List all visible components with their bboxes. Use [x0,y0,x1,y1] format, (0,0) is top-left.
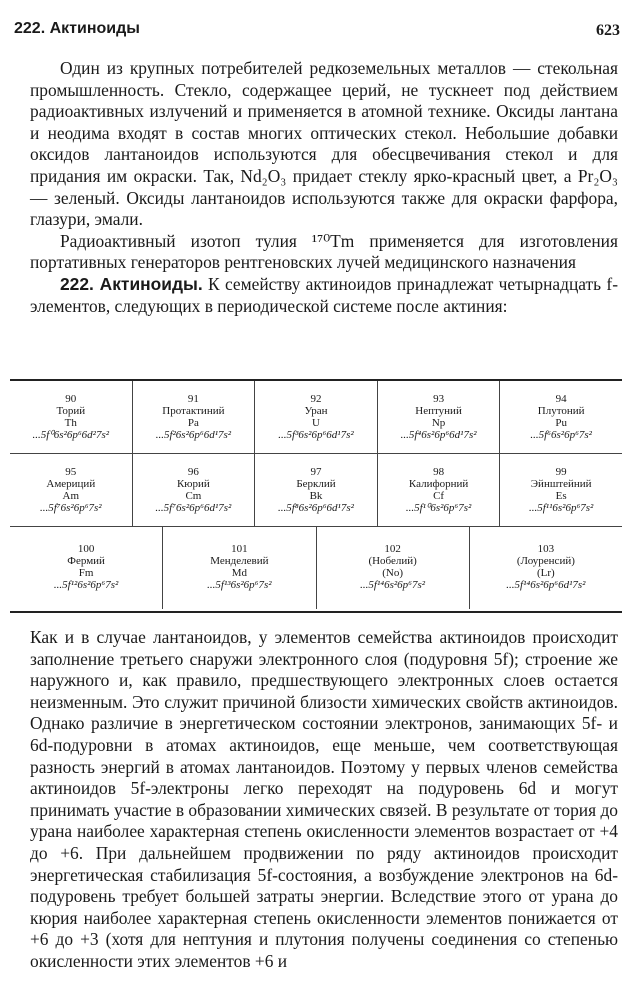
section-heading: 222. Актиноиды. [60,273,203,294]
element-cell [316,527,469,609]
element-cell [499,381,622,453]
atomic-number: 98 [433,466,445,478]
element-cell [469,527,622,609]
element-symbol: Bk [309,490,323,502]
element-cell [254,381,377,453]
element-cell [162,527,315,609]
electron-config: ...5f¹⁴6s²6p⁶6d¹7s² [506,579,586,591]
electron-config: ...5f¹³6s²6p⁶7s² [207,579,272,591]
element-symbol: Md [231,567,248,579]
element-name: Калифорний [408,478,469,490]
body-text [30,627,618,973]
electron-config: ...5f¹⁰6s²6p⁶7s² [405,502,472,514]
electron-config: ...5f⁰6s²6p⁶6d²7s² [32,429,110,441]
element-cell [132,381,255,453]
element-name: Нептуний [415,405,462,417]
atomic-number: 94 [555,393,567,405]
element-name: Уран [304,405,328,417]
element-name: Протактиний [162,405,225,417]
paragraph: Радиоактивный изотоп тулия ¹⁷⁰Tm применяется для изготовления портативных генераторов рентгеновских лучей медицинского назначения [30,230,618,273]
element-name: Фермий [67,555,105,567]
element-name: Америций [46,478,96,490]
element-symbol: (No) [382,567,404,579]
electron-config: ...5f⁸6s²6p⁶6d¹7s² [278,502,354,514]
atomic-number: 90 [65,393,77,405]
element-symbol: (Lr) [537,567,555,579]
paragraph: Один из крупных потребителей редкоземельных металлов — стекольная промышленность. Стекло, содержащее церий, не тускнеет под действием радиоактивных излучений и применяется в атомной технике. Оксиды лантана и неодима входят в состав многих оптических стекол. Небольшие добавки оксидов лантаноидов используются для обесцвечивания стекол и для придания им окраски. Так, Nd₂O₃ придает стеклу ярко-красный цвет, а Pr₂O₃ — зеленый. Оксиды лантаноидов используются также для окраски фарфора, глазури, эмали. [30,58,618,230]
atomic-number: 97 [310,466,322,478]
element-cell [377,381,500,453]
electron-config: ...5f¹²6s²6p⁶7s² [53,579,119,591]
page-header [14,12,620,46]
element-cell [132,454,255,526]
paragraph: Как и в случае лантаноидов, у элементов семейства актиноидов происходит заполнение третьего снаружи электронного слоя (подуровня 5f); строение же наружного и, как правило, предшествующего электронных слоев остается неизменным. Это служит причиной близости химических свойств актиноидов. Однако различие в энергетическом состоянии электронов, занимающих 5f- и 6d-подуровни в атомах актиноидов, еще меньше, чем соответствующая разность энергий в атомах лантаноидов. Поэтому у первых членов семейства актиноидов 5f-электроны легко переходят на подуровень 6d и могут принимать участие в образовании химических связей. В результате от тория до урана наиболее характерная степень окисленности элементов возрастает от +4 до +6. При дальнейшем продвижении по ряду актиноидов происходит энергетическая стабилизация 5f-состояния, а возбуждение электронов на 6d-подуровень требует большей затраты энергии. Вследствие этого от урана до кюрия наиболее характерная степень окисленности элементов понижается от +6 до +3 (хотя для нептуния и плутония получены соединения со степенью окисленности этих элементов +6 и [30,627,618,971]
electron-config: ...5f³6s²6p⁶6d¹7s² [278,429,354,441]
element-name: Торий [56,405,86,417]
element-symbol: Np [431,417,446,429]
table-row [10,381,622,454]
running-title: 222. Актиноиды [14,20,140,37]
electron-config: ...5f⁷6s²6p⁶6d¹7s² [155,502,232,514]
element-symbol: Th [64,417,77,429]
element-symbol: Es [555,490,567,502]
element-cell [10,381,132,453]
element-cell [499,454,622,526]
atomic-number: 101 [231,543,248,555]
element-name: Менделевий [210,555,269,567]
element-name: Кюрий [176,478,210,490]
table-row [10,527,622,609]
atomic-number: 102 [384,543,401,555]
electron-config: ...5f⁷6s²6p⁶7s² [39,502,102,514]
element-name: Эйнштейний [530,478,592,490]
element-symbol: Cf [433,490,445,502]
electron-config: ...5f¹¹6s²6p⁶7s² [528,502,594,514]
atomic-number: 92 [310,393,322,405]
atomic-number: 95 [65,466,77,478]
element-name: Плутоний [537,405,585,417]
intro-text [30,58,618,317]
element-symbol: Pa [187,417,199,429]
element-symbol: Pu [555,417,567,429]
element-symbol: U [312,417,320,429]
element-symbol: Am [62,490,80,502]
atomic-number: 100 [77,543,95,555]
table-row [10,454,622,527]
electron-config: ...5f²6s²6p⁶6d¹7s² [155,429,232,441]
atomic-number: 103 [537,543,555,555]
actinides-table [10,379,622,613]
element-name: (Лоуренсий) [516,555,575,567]
page-number: 623 [596,22,620,39]
atomic-number: 91 [187,393,199,405]
electron-config: ...5f¹⁴6s²6p⁶7s² [360,579,426,591]
atomic-number: 96 [187,466,199,478]
element-cell [254,454,377,526]
electron-config: ...5f⁴6s²6p⁶6d¹7s² [400,429,477,441]
element-name: Берклий [296,478,336,490]
element-symbol: Fm [78,567,94,579]
atomic-number: 99 [555,466,567,478]
element-symbol: Cm [185,490,202,502]
section-text: К семейству актиноидов принадлежат четырнадцать f-элементов, следующих в периодической системе после актиния: [30,273,618,316]
element-name: (Нобелий) [368,555,417,567]
section-paragraph [30,274,618,317]
element-cell [377,454,500,526]
element-cell [10,527,162,609]
atomic-number: 93 [433,393,445,405]
element-cell [10,454,132,526]
electron-config: ...5f⁶6s²6p⁶7s² [530,429,592,441]
